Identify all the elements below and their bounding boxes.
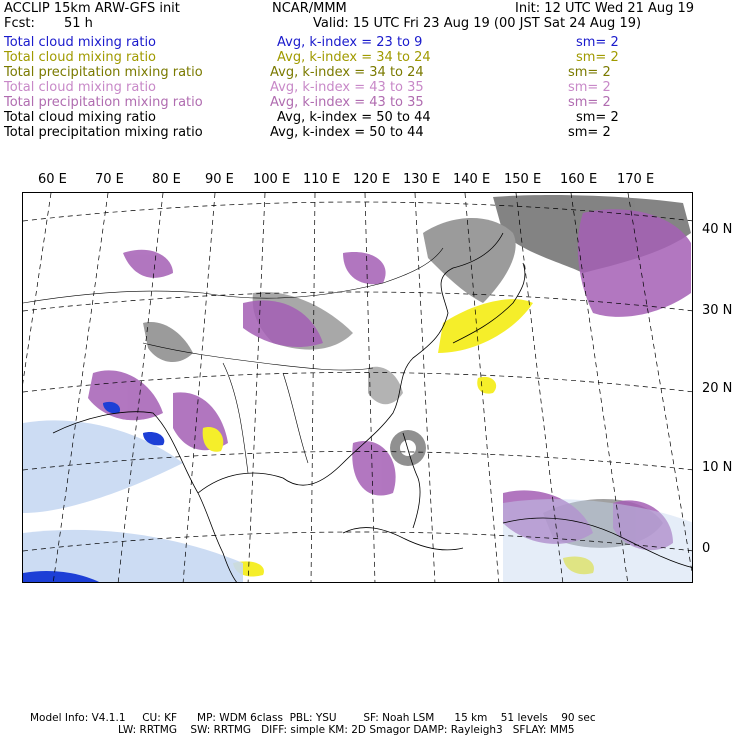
- longitude-label: 160 E: [560, 172, 598, 187]
- organization-label: NCAR/MMM: [272, 1, 347, 16]
- field-avg: Avg, k-index = 50 to 44: [270, 125, 424, 140]
- longitude-label: 120 E: [353, 172, 391, 187]
- field-name: Total cloud mixing ratio: [4, 35, 157, 50]
- field-name: Total precipitation mixing ratio: [4, 125, 203, 140]
- field-name: Total precipitation mixing ratio: [4, 95, 203, 110]
- field-smoothing: sm= 2: [576, 50, 619, 65]
- map-panel: [22, 192, 693, 583]
- latitude-label: 10 N: [702, 460, 733, 475]
- field-name: Total cloud mixing ratio: [4, 110, 157, 125]
- field-smoothing: sm= 2: [576, 35, 619, 50]
- longitude-label: 110 E: [303, 172, 341, 187]
- field-avg: Avg, k-index = 50 to 44: [277, 110, 431, 125]
- map-title: ACCLIP 15km ARW-GFS init: [4, 1, 180, 16]
- longitude-label: 60 E: [38, 172, 67, 187]
- init-time: Init: 12 UTC Wed 21 Aug 19: [515, 1, 695, 16]
- field-avg: Avg, k-index = 23 to 9: [277, 35, 423, 50]
- field-avg: Avg, k-index = 43 to 35: [270, 95, 424, 110]
- longitude-label: 150 E: [504, 172, 542, 187]
- field-name: Total precipitation mixing ratio: [4, 65, 203, 80]
- field-smoothing: sm= 2: [568, 80, 611, 95]
- model-info-line-1: Model Info: V4.1.1 CU: KF MP: WDM 6class PBL: YSU SF: Noah LSM 15 km 51 levels 90 sec: [30, 712, 596, 724]
- field-smoothing: sm= 2: [568, 65, 611, 80]
- valid-time: Valid: 15 UTC Fri 23 Aug 19 (00 JST Sat 24 Aug 19): [313, 16, 642, 31]
- field-name: Total cloud mixing ratio: [4, 80, 157, 95]
- longitude-label: 90 E: [205, 172, 234, 187]
- field-avg: Avg, k-index = 43 to 35: [270, 80, 424, 95]
- latitude-label: 0: [702, 541, 711, 556]
- map-canvas: [23, 193, 693, 583]
- forecast-label: Fcst:: [4, 16, 35, 31]
- field-smoothing: sm= 2: [568, 95, 611, 110]
- field-smoothing: sm= 2: [576, 110, 619, 125]
- latitude-label: 40 N: [702, 222, 733, 237]
- field-smoothing: sm= 2: [568, 125, 611, 140]
- longitude-label: 100 E: [253, 172, 291, 187]
- latitude-label: 30 N: [702, 303, 733, 318]
- field-avg: Avg, k-index = 34 to 24: [277, 50, 431, 65]
- longitude-label: 140 E: [453, 172, 491, 187]
- forecast-hours: 51 h: [64, 16, 93, 31]
- longitude-label: 130 E: [403, 172, 441, 187]
- longitude-label: 80 E: [152, 172, 181, 187]
- latitude-label: 20 N: [702, 381, 733, 396]
- longitude-label: 70 E: [95, 172, 124, 187]
- field-avg: Avg, k-index = 34 to 24: [270, 65, 424, 80]
- field-name: Total cloud mixing ratio: [4, 50, 157, 65]
- model-info-line-2: LW: RRTMG SW: RRTMG DIFF: simple KM: 2D Smagor DAMP: Rayleigh3 SFLAY: MM5: [118, 724, 575, 736]
- longitude-label: 170 E: [617, 172, 655, 187]
